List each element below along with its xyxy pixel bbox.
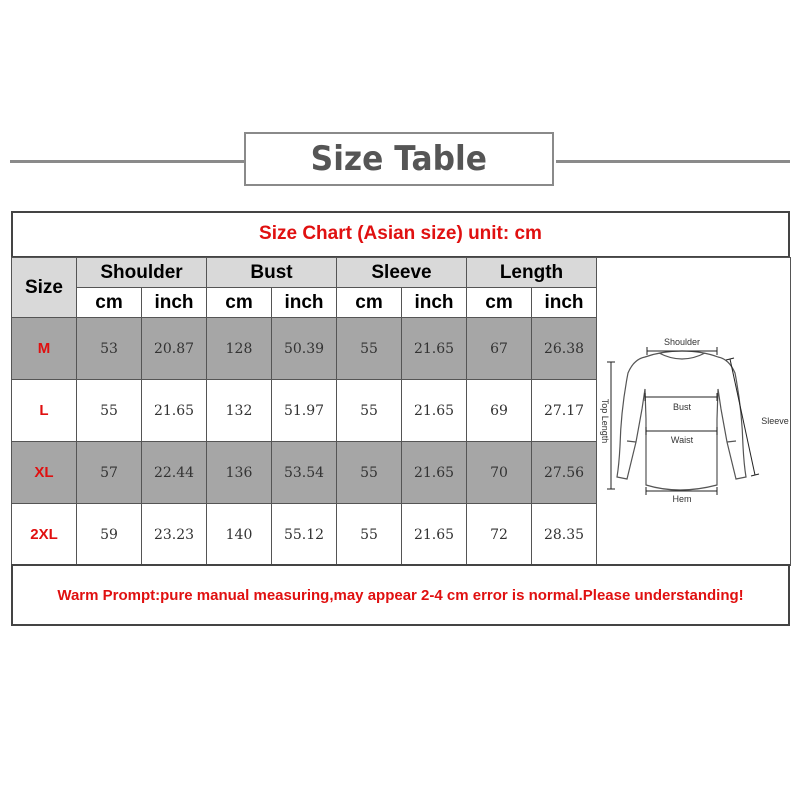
unit-header: inch <box>142 288 207 318</box>
title-rule-left <box>10 160 246 163</box>
table-cell: 55 <box>337 380 402 442</box>
size-header: Size <box>12 258 77 318</box>
table-cell: 132 <box>207 380 272 442</box>
table-cell: 21.65 <box>402 318 467 380</box>
diagram-label-shoulder: Shoulder <box>663 337 700 347</box>
title-box <box>244 132 554 186</box>
table-cell: 27.56 <box>532 442 597 504</box>
table-cell: 20.87 <box>142 318 207 380</box>
table-cell: 55 <box>337 504 402 566</box>
size-label: M <box>12 318 77 380</box>
diagram-label-hem: Hem <box>671 494 692 504</box>
table-cell: 28.35 <box>532 504 597 566</box>
table-cell: 23.23 <box>142 504 207 566</box>
unit-header: cm <box>467 288 532 318</box>
diagram-label-top-length: Top Length <box>599 398 610 444</box>
page-title: Size Table <box>310 139 488 179</box>
table-cell: 59 <box>77 504 142 566</box>
unit-header: inch <box>272 288 337 318</box>
table-cell: 128 <box>207 318 272 380</box>
diagram-label-sleeve: Sleeve <box>760 416 789 426</box>
table-cell: 55 <box>77 380 142 442</box>
unit-header: inch <box>532 288 597 318</box>
table-cell: 72 <box>467 504 532 566</box>
warm-prompt: Warm Prompt:pure manual measuring,may appear 2-4 cm error is normal.Please understanding! <box>57 586 744 604</box>
table-cell: 51.97 <box>272 380 337 442</box>
table-cell: 70 <box>467 442 532 504</box>
diagram-label-waist: Waist <box>670 435 693 445</box>
shirt-outline <box>617 351 746 490</box>
table-cell: 21.65 <box>402 442 467 504</box>
table-cell: 136 <box>207 442 272 504</box>
size-label: 2XL <box>12 504 77 566</box>
table-cell: 22.44 <box>142 442 207 504</box>
diagram-label-bust: Bust <box>672 402 691 412</box>
table-cell: 55.12 <box>272 504 337 566</box>
table-cell: 21.65 <box>402 380 467 442</box>
table-cell: 140 <box>207 504 272 566</box>
unit-header: cm <box>207 288 272 318</box>
unit-header: inch <box>402 288 467 318</box>
unit-header: cm <box>77 288 142 318</box>
table-cell: 27.17 <box>532 380 597 442</box>
table-cell: 69 <box>467 380 532 442</box>
unit-header: cm <box>337 288 402 318</box>
table-cell: 21.65 <box>402 504 467 566</box>
table-cell: 53 <box>77 318 142 380</box>
table-cell: 55 <box>337 442 402 504</box>
size-table <box>11 257 791 566</box>
garment-diagram-cell <box>597 258 791 566</box>
table-cell: 67 <box>467 318 532 380</box>
table-cell: 55 <box>337 318 402 380</box>
garment-diagram <box>599 259 789 559</box>
size-label: L <box>12 380 77 442</box>
group-header-length: Length <box>467 258 597 288</box>
group-header-sleeve: Sleeve <box>337 258 467 288</box>
table-cell: 26.38 <box>532 318 597 380</box>
table-cell: 50.39 <box>272 318 337 380</box>
group-header-bust: Bust <box>207 258 337 288</box>
table-cell: 21.65 <box>142 380 207 442</box>
group-header-shoulder: Shoulder <box>77 258 207 288</box>
size-label: XL <box>12 442 77 504</box>
title-rule-right <box>556 160 790 163</box>
table-cell: 53.54 <box>272 442 337 504</box>
chart-title: Size Chart (Asian size) unit: cm <box>259 223 542 244</box>
table-cell: 57 <box>77 442 142 504</box>
